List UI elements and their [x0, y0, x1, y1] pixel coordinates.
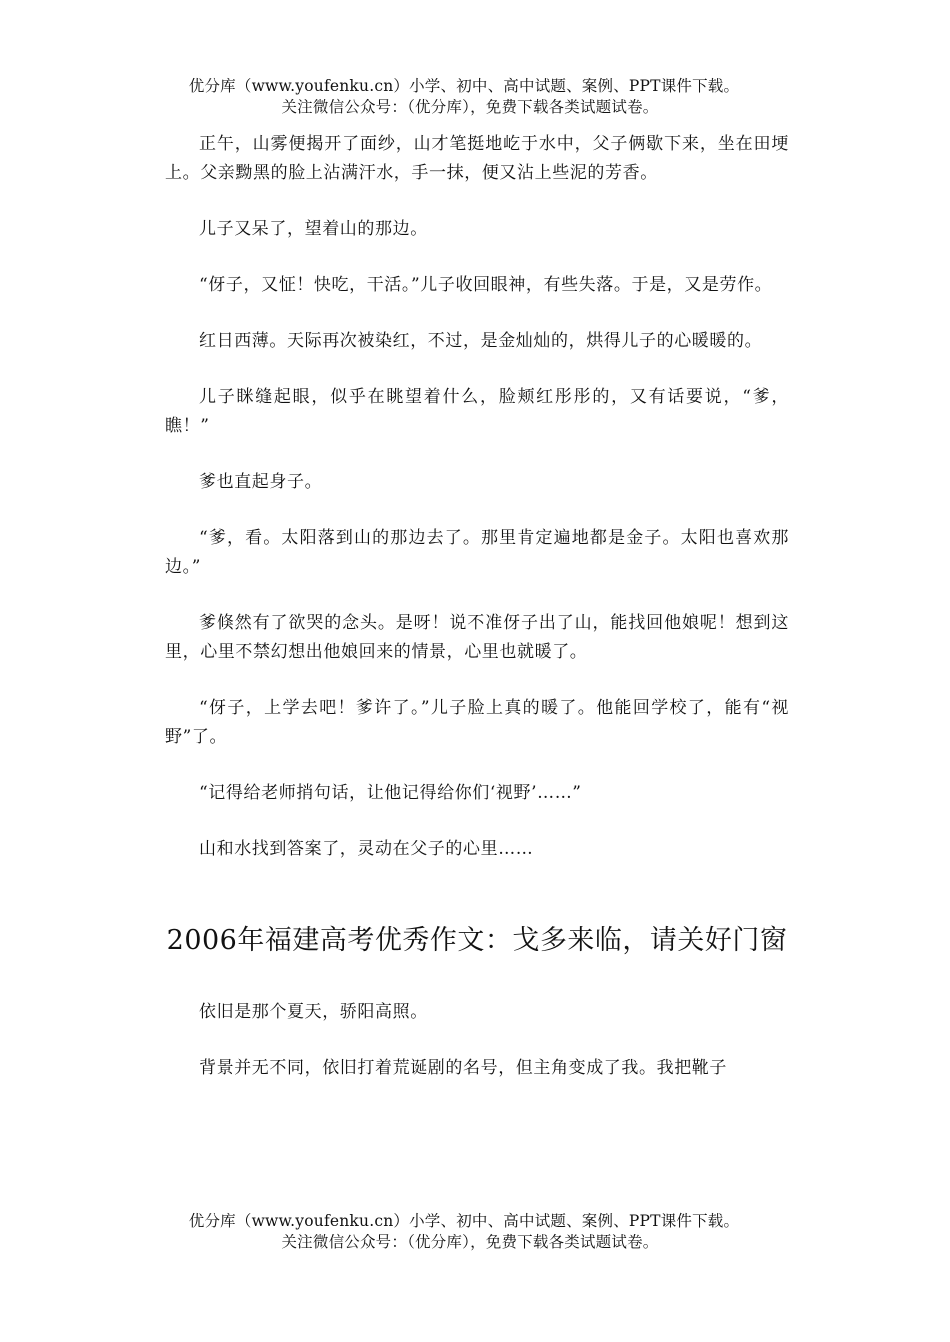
paragraph: “伢子，又怔！快吃，干活。”儿子收回眼神，有些失落。于是，又是劳作。: [199, 275, 773, 295]
essay-paragraph: 依旧是那个夏天，骄阳高照。: [199, 1002, 428, 1022]
paragraph: “记得给老师捎句话，让他记得给你们‘视野’……”: [199, 783, 582, 803]
header-line-2: 关注微信公众号：（优分库），免费下载各类试题试卷。: [281, 98, 659, 116]
paragraph: 儿子又呆了，望着山的那边。: [199, 219, 428, 239]
document-body: [165, 130, 789, 1110]
essay-title: 2006年福建高考优秀作文：戈多来临，请关好门窗: [166, 925, 788, 956]
footer-line-2: 关注微信公众号：（优分库），免费下载各类试题试卷。: [281, 1233, 659, 1251]
header-line-1: 优分库（www.youfenku.cn）小学、初中、高中试题、案例、PPT课件下载。: [188, 77, 740, 95]
paragraph: 爹也直起身子。: [199, 472, 323, 492]
paragraph: “爹，看。太阳落到山的那边去了。那里肯定遍地都是金子。太阳也喜欢那边。”: [165, 528, 789, 577]
footer-line-1: 优分库（www.youfenku.cn）小学、初中、高中试题、案例、PPT课件下载。: [188, 1212, 740, 1230]
paragraph: 红日西薄。天际再次被染红，不过，是金灿灿的，烘得儿子的心暖暖的。: [199, 331, 763, 351]
essay-paragraph: 背景并无不同，依旧打着荒诞剧的名号，但主角变成了我。我把靴子: [199, 1058, 727, 1078]
paragraph: 爹倏然有了欲哭的念头。是呀！说不准伢子出了山，能找回他娘呢！想到这里，心里不禁幻想出他娘回来的情景，心里也就暖了。: [165, 613, 789, 662]
paragraph: 山和水找到答案了，灵动在父子的心里……: [199, 839, 534, 859]
paragraph: “伢子，上学去吧！爹许了。”儿子脸上真的暖了。他能回学校了，能有“视野”了。: [165, 698, 789, 747]
paragraph: 儿子眯缝起眼，似乎在眺望着什么，脸颊红彤彤的，又有话要说，“爹，瞧！”: [165, 387, 789, 436]
page-footer: [0, 1211, 950, 1253]
paragraph: 正午，山雾便揭开了面纱，山才笔挺地屹于水中，父子俩歇下来，坐在田埂上。父亲黝黑的脸上沾满汗水，手一抹，便又沾上些泥的芳香。: [165, 134, 789, 183]
page-header: [0, 76, 950, 118]
